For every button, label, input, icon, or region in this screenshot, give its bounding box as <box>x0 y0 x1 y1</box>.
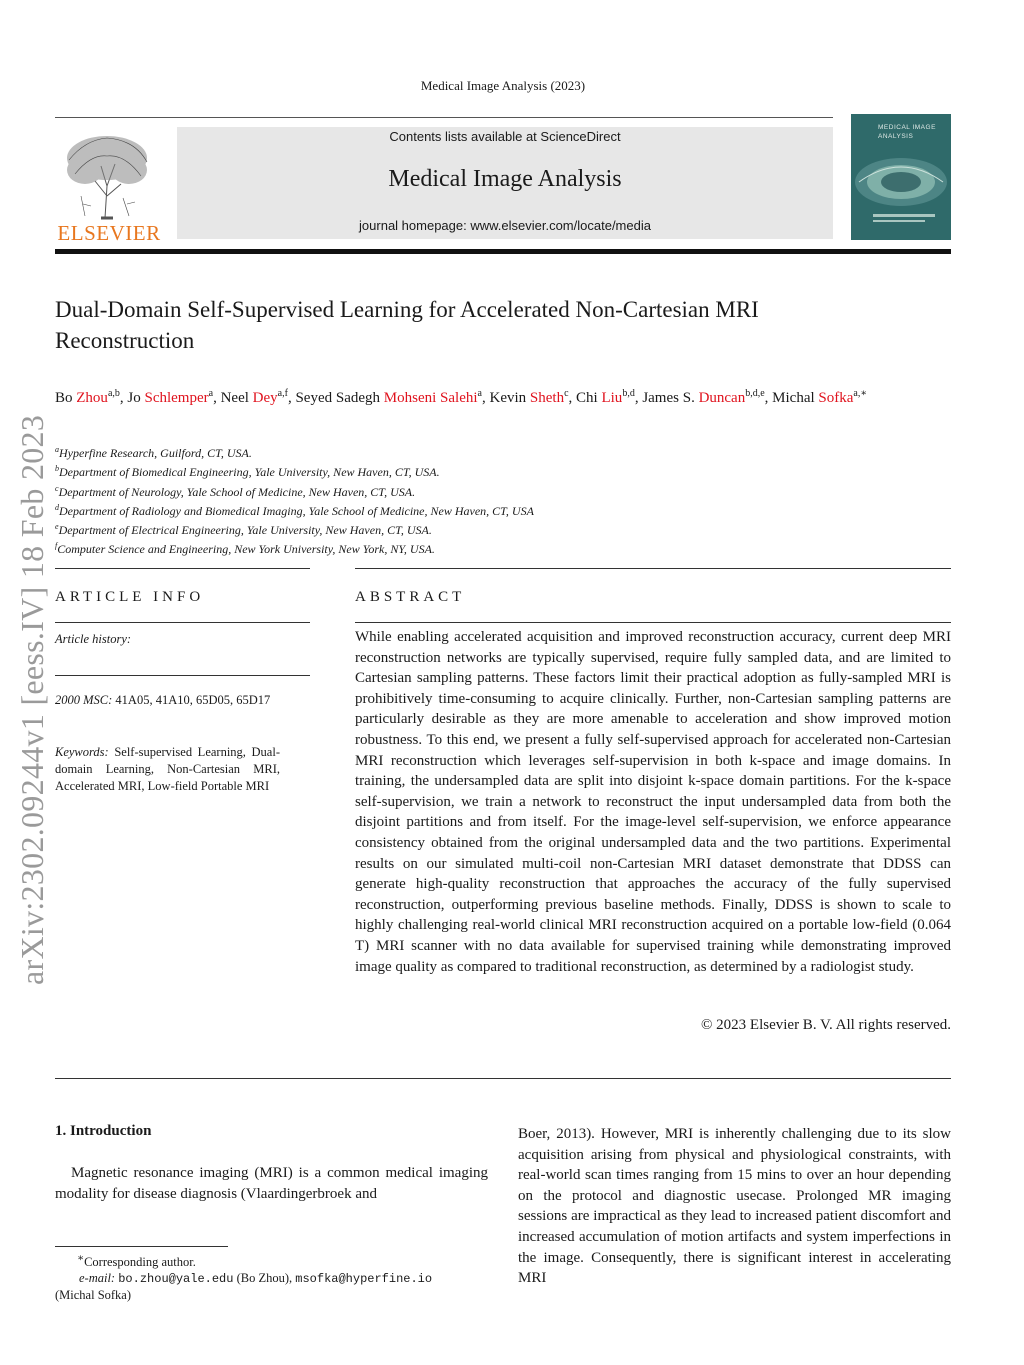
cover-line <box>873 214 935 217</box>
author: Neel Dey$^{a,f}$ <box>220 388 288 406</box>
copyright: © 2023 Elsevier B. V. All rights reserved. <box>701 1017 951 1033</box>
contents-line: Contents lists available at ScienceDirect <box>389 129 621 144</box>
elsevier-wordmark: ELSEVIER <box>57 221 161 245</box>
email-name: (Michal Sofka) <box>55 1288 132 1303</box>
footnote <box>55 1251 488 1303</box>
author: Chi Liu$^{b,d}$ <box>576 388 635 406</box>
author: Jo Schlemper$^a$ <box>127 388 214 406</box>
cover-brain-image <box>851 152 951 212</box>
author: James S. Duncan$^{b,d,e}$ <box>642 388 765 406</box>
cover-line <box>873 220 925 222</box>
author-list: Bo Zhou$^{a,b}$, Jo Schlemper$^a$, Neel Dey$^{a,f}$, Seyed Sadegh Mohseni Salehi$^a$, Kevin Sheth$^c$, Chi Liu$^{b,d}$, James S. Duncan$^{b,d,e}$, Michal Sofka$^{a,∗}$ <box>55 388 868 406</box>
journal-cover <box>851 114 951 240</box>
author-link[interactable]: Duncan <box>698 390 746 406</box>
running-title: Medical Image Analysis (2023) <box>420 78 586 93</box>
msc-codes: 2000 MSC: 41A05, 41A10, 65D05, 65D17 <box>55 693 271 707</box>
footnote-rule <box>55 1246 228 1247</box>
article-history-label: Article history: <box>55 632 132 646</box>
author-link[interactable]: Liu <box>601 390 623 406</box>
author: Kevin Sheth$^c$ <box>489 388 569 406</box>
paper-title <box>55 294 955 356</box>
title-line: Reconstruction <box>55 328 195 353</box>
header-thick-rule <box>55 249 951 254</box>
email-link[interactable]: msofka@hyperfine.io <box>295 1272 433 1287</box>
corresponding-author: ∗Corresponding author. <box>77 1253 196 1270</box>
article-info-rule <box>55 622 310 623</box>
arxiv-stamp: arXiv:2302.09244v1 [eess.IV] 18 Feb 2023 <box>14 414 50 985</box>
author: Bo Zhou$^{a,b}$ <box>55 388 120 406</box>
affiliation: $^a$Hyperfine Research, Guilford, CT, USA. <box>55 445 252 460</box>
affiliation: $^e$Department of Electrical Engineering, Yale University, New Haven, CT, USA. <box>55 522 432 538</box>
journal-homepage[interactable]: journal homepage: www.elsevier.com/locate/media <box>359 218 651 233</box>
author-link[interactable]: Sheth <box>529 390 565 406</box>
author-link[interactable]: Sofka <box>818 390 854 406</box>
keywords: Keywords: Self-supervised Learning, Dual-domain Learning, Non-Cartesian MRI, Accelerated MRI, Low-field Portable MRI <box>55 745 280 793</box>
author: Seyed Sadegh Mohseni Salehi$^a$ <box>295 388 482 406</box>
abstract-rule <box>355 568 951 569</box>
intro-left-column: Magnetic resonance imaging (MRI) is a common medical imaging modality for disease diagnosis (Vlaardingerbroek and <box>55 1165 488 1202</box>
affiliation: $^d$Department of Radiology and Biomedical Imaging, Yale School of Medicine, New Haven, CT, USA <box>55 502 534 518</box>
author-link[interactable]: Dey <box>252 390 278 406</box>
header-rule <box>55 117 833 118</box>
title-line: Dual-Domain Self-Supervised Learning for Accelerated Non-Cartesian MRI <box>55 297 759 322</box>
email-line: e-mail: bo.zhou@yale.edu (Bo Zhou), msofka@hyperfine.io <box>79 1271 433 1287</box>
intro-right-column: Boer, 2013). However, MRI is inherently challenging due to its slow acquisition arising from physical and physiological constraints, with real-world scan times ranging from 15 mins to over an hour depending on the protocol and diagnostic usecase. Prolonged MR imaging sessions are impractical as they lead to increased patient discomfort and increased accumulation of motion artifacts and system imperfections in the image. Consequently, there is significant interest in accelerating MRI <box>518 1126 951 1287</box>
affiliations <box>55 442 955 558</box>
author-link[interactable]: Zhou <box>76 390 108 406</box>
journal-title: Medical Image Analysis <box>388 166 622 192</box>
affiliation: $^c$Department of Neurology, Yale School of Medicine, New Haven, CT, USA. <box>55 483 416 499</box>
cover-title: MEDICAL IMAGE ANALYSIS <box>878 124 936 140</box>
abstract-rule <box>355 622 951 623</box>
affiliation: $^f$Computer Science and Engineering, New York University, New York, NY, USA. <box>55 541 435 557</box>
section-rule <box>55 1078 951 1079</box>
author-link[interactable]: Mohseni Salehi <box>383 390 478 406</box>
author-link[interactable]: Schlemper <box>144 390 209 406</box>
author: Michal Sofka$^{a,∗}$ <box>772 388 868 406</box>
section-heading: 1. Introduction <box>55 1123 152 1139</box>
article-info-rule <box>55 675 310 676</box>
article-info-rule <box>55 568 310 569</box>
abstract-heading: ABSTRACT <box>355 589 466 605</box>
email-link[interactable]: bo.zhou@yale.edu <box>118 1272 234 1287</box>
affiliation: $^b$Department of Biomedical Engineering, Yale University, New Haven, CT, USA. <box>55 464 440 480</box>
article-info-heading: ARTICLE INFO <box>55 589 205 605</box>
abstract-text: While enabling accelerated acquisition and improved reconstruction accuracy, current deep MRI reconstruction networks are typically supervised, require fully sampled data, and are limited to Cartesian sampling patterns. These factors limit their practical adoption as fully-sampled MRI is prohibitively time-consuming to acquire clinically. Further, non-Cartesian sampling patterns are particularly desirable as they are more amenable to acceleration and show improved motion robustness. To this end, we present a fully self-supervised approach for accelerated non-Cartesian MRI reconstruction which leverages self-supervision in both k-space and image domains. In training, the undersampled data are split into disjoint k-space domain partitions. For the k-space self-supervision, we train a network to reconstruct the input undersampled data from both the disjoint partitions and from itself. For the image-level self-supervision, we enforce appearance consistency obtained from the original undersampled data and the two partitions. Experimental results on our simulated multi-coil non-Cartesian MRI dataset demonstrate that DDSS can generate high-quality reconstruction that approaches the accuracy of the fully supervised reconstruction, outperforming previous baseline methods. Finally, DDSS is shown to scale to highly challenging real-world clinical MRI reconstruction acquired on a portable low-field (0.064 T) MRI scanner with no data available for supervised training while demonstrating improved image quality as compared to traditional reconstruction, as determined by a radiologist study. <box>355 629 951 975</box>
